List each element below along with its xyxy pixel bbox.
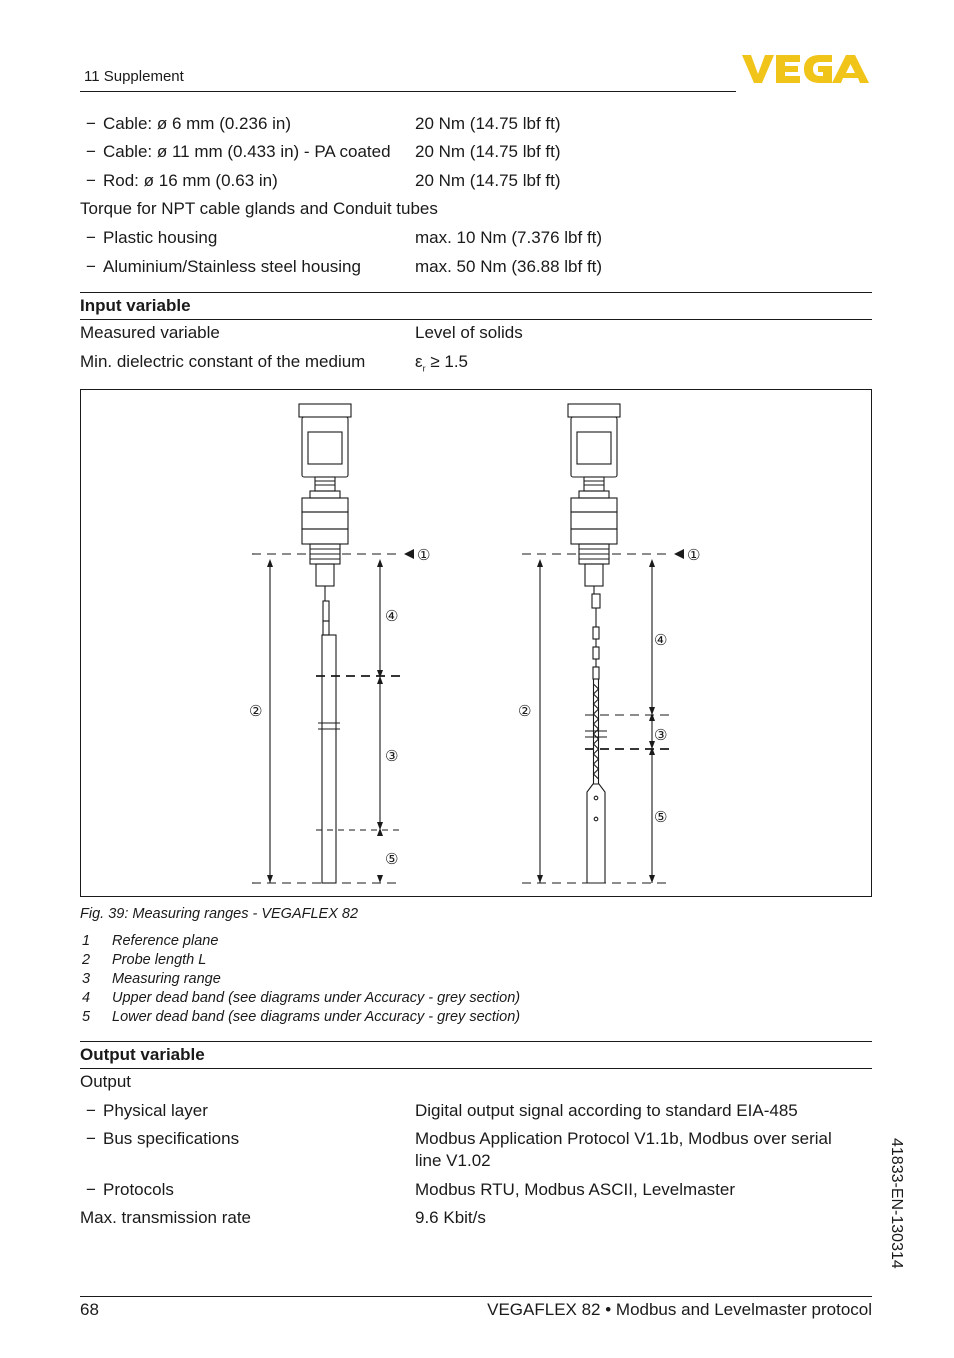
dash: −: [86, 171, 96, 190]
output-variable-heading: Output variable: [80, 1041, 872, 1069]
legend-text: Upper dead band (see diagrams under Accuracy - grey section): [112, 990, 521, 1006]
output-row: [80, 1070, 872, 1094]
header-rule: [80, 91, 736, 92]
measured-variable-value: Level of solids: [415, 323, 523, 342]
marker-1: ①: [687, 546, 701, 564]
dash: −: [86, 1180, 96, 1199]
protocols-row: [80, 1178, 872, 1202]
measured-variable-label: Measured variable: [80, 323, 220, 342]
bus-spec-row-continued: [80, 1149, 872, 1173]
bus-spec-row: [80, 1127, 872, 1151]
torque-row: [80, 112, 872, 136]
page-number: 68: [80, 1300, 99, 1319]
npt-label: Aluminium/Stainless steel housing: [103, 257, 361, 276]
marker-2: ②: [249, 702, 263, 720]
marker-1: ①: [417, 546, 431, 564]
dielectric-row: [80, 350, 872, 374]
legend-number: 5: [82, 1009, 91, 1025]
protocols-value: Modbus RTU, Modbus ASCII, Levelmaster: [415, 1180, 735, 1199]
footer-rule: [80, 1296, 872, 1297]
torque-value: 20 Nm (14.75 lbf ft): [415, 171, 561, 190]
epsilon-symbol: ε: [415, 352, 423, 371]
dash: −: [86, 257, 96, 276]
marker-4: ④: [654, 631, 668, 649]
marker-3: ③: [654, 726, 668, 744]
marker-3: ③: [385, 747, 399, 765]
marker-2: ②: [518, 702, 532, 720]
output-label: Output: [80, 1072, 132, 1091]
npt-row: [80, 226, 872, 250]
legend-text: Reference plane: [112, 933, 219, 949]
npt-heading-row: [80, 197, 872, 221]
bus-spec-value-line1: Modbus Application Protocol V1.1b, Modbus over serial: [415, 1129, 832, 1148]
bus-spec-label: Bus specifications: [103, 1129, 240, 1148]
epsilon-subscript: r: [422, 363, 426, 374]
dash: −: [86, 1101, 96, 1120]
dash: −: [86, 1129, 96, 1148]
input-variable-heading: Input variable: [80, 292, 872, 320]
npt-row: [80, 255, 872, 279]
legend-number: 3: [82, 971, 91, 987]
rod-probe: [299, 404, 351, 883]
legend-number: 1: [82, 933, 91, 949]
torque-row: [80, 169, 872, 193]
legend-number: 4: [82, 990, 91, 1006]
marker-5: ⑤: [385, 850, 399, 868]
dielectric-value: [415, 350, 468, 380]
vega-logo: [742, 52, 872, 86]
torque-label: Cable: ø 11 mm (0.433 in) - PA coated: [103, 142, 391, 161]
measured-variable-row: [80, 321, 872, 345]
legend-text: Measuring range: [112, 971, 221, 987]
figure-caption: Fig. 39: Measuring ranges - VEGAFLEX 82: [80, 906, 359, 922]
dielectric-label: Min. dielectric constant of the medium: [80, 352, 366, 371]
npt-value: max. 50 Nm (36.88 lbf ft): [415, 257, 603, 276]
marker-4: ④: [385, 607, 399, 625]
npt-heading: Torque for NPT cable glands and Conduit tubes: [80, 199, 438, 218]
section-header: 11 Supplement: [84, 68, 184, 85]
protocols-label: Protocols: [103, 1180, 174, 1199]
torque-label: Rod: ø 16 mm (0.63 in): [103, 171, 278, 190]
footer-title: VEGAFLEX 82 • Modbus and Levelmaster protocol: [487, 1300, 872, 1319]
physical-layer-label: Physical layer: [103, 1101, 208, 1120]
dielectric-number: ≥ 1.5: [425, 352, 469, 371]
dash: −: [86, 114, 96, 133]
bus-spec-value-line2: line V1.02: [415, 1151, 491, 1170]
torque-label: Cable: ø 6 mm (0.236 in): [103, 114, 292, 133]
npt-label: Plastic housing: [103, 228, 218, 247]
legend-text: Lower dead band (see diagrams under Accuracy - grey section): [112, 1009, 521, 1025]
torque-row: [80, 140, 872, 164]
physical-layer-row: [80, 1099, 872, 1123]
cable-probe: [568, 404, 620, 883]
physical-layer-value: Digital output signal according to standard EIA-485: [415, 1101, 798, 1120]
document-code: 41833-EN-130314: [888, 1138, 905, 1269]
transmission-rate-value: 9.6 Kbit/s: [415, 1208, 486, 1227]
measuring-ranges-diagram: [80, 389, 872, 897]
dash: −: [86, 228, 96, 247]
torque-value: 20 Nm (14.75 lbf ft): [415, 114, 561, 133]
legend-text: Probe length L: [112, 952, 207, 968]
npt-value: max. 10 Nm (7.376 lbf ft): [415, 228, 603, 247]
marker-5: ⑤: [654, 808, 668, 826]
transmission-rate-row: [80, 1206, 872, 1230]
transmission-rate-label: Max. transmission rate: [80, 1208, 251, 1227]
torque-value: 20 Nm (14.75 lbf ft): [415, 142, 561, 161]
legend-number: 2: [82, 952, 91, 968]
dash: −: [86, 142, 96, 161]
